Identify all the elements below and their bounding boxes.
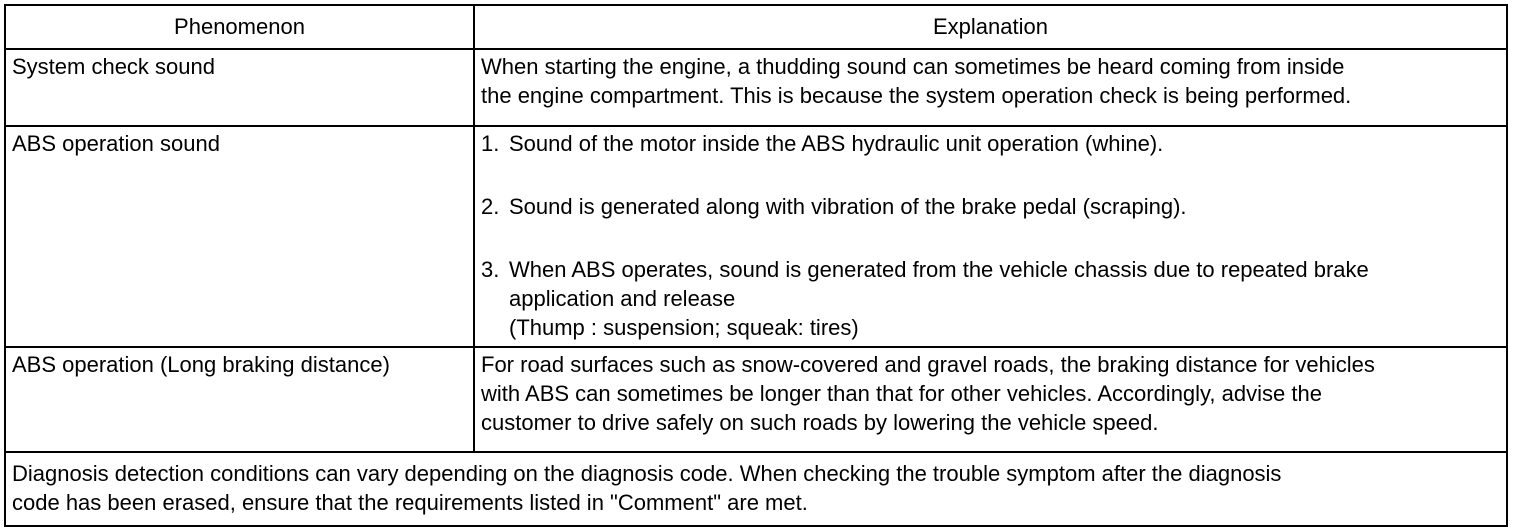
- list-item: [481, 192, 1498, 221]
- explanation-line: For road surfaces such as snow-covered and gravel roads, the braking distance for vehicles: [481, 352, 1375, 377]
- list-text: Sound of the motor inside the ABS hydraulic unit operation (whine).: [509, 131, 1164, 156]
- note-line: code has been erased, ensure that the requirements listed in "Comment" are met.: [12, 490, 808, 515]
- list-number: 3.: [481, 257, 500, 282]
- header-explanation: Explanation: [474, 5, 1507, 49]
- explanation-cell: [474, 347, 1507, 452]
- phenomenon-cell: [5, 347, 474, 452]
- table-row: [5, 126, 1507, 347]
- explanation-line: customer to drive safely on such roads by lowering the vehicle speed.: [481, 410, 1159, 435]
- table-row: [5, 347, 1507, 452]
- header-row: [5, 5, 1507, 49]
- phenomenon-cell: [5, 126, 474, 347]
- list-text-group: [509, 255, 1498, 342]
- table-row: [5, 49, 1507, 126]
- list-item: [481, 255, 1498, 342]
- note-cell: [5, 452, 1507, 526]
- list-text-line: (Thump : suspension; squeak: tires): [509, 315, 859, 340]
- list-text: Sound is generated along with vibration of the brake pedal (scraping).: [509, 194, 1187, 219]
- phenomenon-text: ABS operation (Long braking distance): [12, 352, 390, 377]
- explanation-cell: [474, 49, 1507, 126]
- note-row: [5, 452, 1507, 526]
- phenomenon-text: System check sound: [12, 54, 215, 79]
- phenomenon-cell: [5, 49, 474, 126]
- note-line: Diagnosis detection conditions can vary depending on the diagnosis code. When checking the trouble symptom after the diagnosis: [12, 461, 1282, 486]
- list-text-line: application and release: [509, 286, 736, 311]
- explanation-line: with ABS can sometimes be longer than that for other vehicles. Accordingly, advise the: [481, 381, 1322, 406]
- phenomenon-text: ABS operation sound: [12, 131, 220, 156]
- explanation-line: When starting the engine, a thudding sound can sometimes be heard coming from inside: [481, 54, 1345, 79]
- header-phenomenon: Phenomenon: [5, 5, 474, 49]
- list-number: 1.: [481, 131, 500, 156]
- list-text-line: When ABS operates, sound is generated from the vehicle chassis due to repeated brake: [509, 257, 1369, 282]
- explanation-cell: [474, 126, 1507, 347]
- list-item: [481, 129, 1498, 158]
- abs-sound-table: [4, 4, 1508, 527]
- explanation-line: the engine compartment. This is because the system operation check is being performed.: [481, 83, 1352, 108]
- list-number: 2.: [481, 194, 500, 219]
